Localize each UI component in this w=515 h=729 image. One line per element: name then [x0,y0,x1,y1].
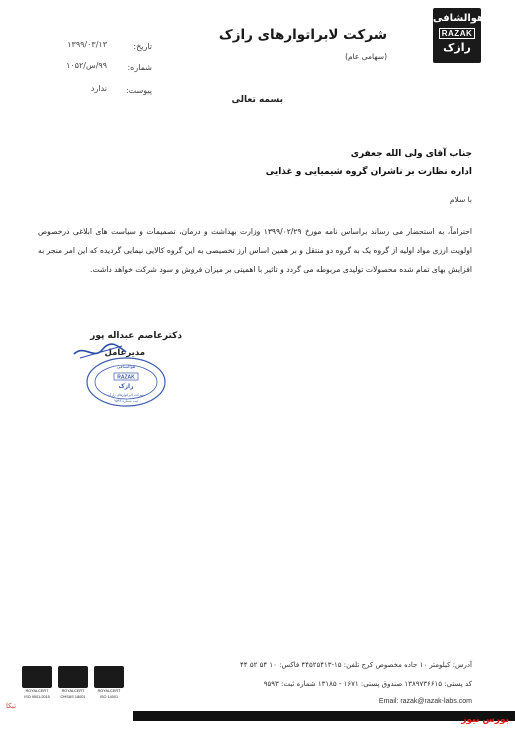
stamp-outer-text: شرکت لابراتوارهای رازک [108,393,144,397]
cert-standard: ISO 9001:2015 [24,695,50,699]
stamp-brand-fa: رازک [118,383,134,390]
letter-body [38,222,472,279]
basmala: بسمه تعالی [231,95,283,105]
signer-name: دکترعاصم عبداله پور [90,331,182,341]
recipient-name: جناب آقای ولی الله جعفری [350,149,472,159]
company-name: شرکت لابراتوارهای رازک [218,27,387,43]
attachment-value: ندارد [90,84,107,93]
cert-name: ROYALCERT [61,689,85,693]
logo-brand-latin: RAZAK [439,28,475,39]
signer-title: مدیرعامل [104,348,145,358]
footer-email[interactable]: Email: razak@razak-labs.com [378,698,472,705]
date-label: تاریخ: [133,42,152,51]
number-value: ۹۹/س/۱۰۵۲ [66,61,107,70]
footer-bar [133,711,515,721]
corner-watermark: تیکا [6,702,17,710]
stamp-reg-text: ثبت شماره ۹۵۹۳ [114,399,138,403]
letter-body-paragraph: احتراماً، به استحضار می رساند براساس نامه مورخ ۱۳۹۹/۰۲/۲۹ وزارت بهداشت و درمان، تصمیمات و سیاست های ابلاغی درخصوص اولویت ارزی مواد اولیه از گروه یک به گروه دو منتقل و بر همین اساس ارز تخصیصی به این گروه کالایی نیمایی گردیده که این امر منجر به افزایش بهای تمام شده محصولات تولیدی مربوطه می گردد و تاثیر با اهمیتی بر میزان فروش و سود شرکت خواهد داشت. [38,227,472,274]
recipient-department: اداره نظارت بر ناشران گروه شیمیایی و غذایی [265,167,472,177]
crown-icon [94,666,124,688]
cert-standard: OHSAS 18001 [60,695,86,699]
cert-badge [94,666,124,706]
company-stamp [85,356,167,408]
cert-badge [58,666,88,706]
company-logo [433,8,484,63]
cert-standard: ISO 14001 [99,695,119,699]
number-label: شماره: [127,63,152,72]
crown-icon [22,666,52,688]
watermark: بورس نیوز [461,715,509,725]
cert-name: ROYALCERT [25,689,49,693]
date-value: ۱۳۹۹/۰۳/۱۳ [67,40,107,49]
stamp-top-text: هوالشافی [116,365,136,370]
cert-name: ROYALCERT [97,689,121,693]
company-type: (سهامی عام) [345,52,387,61]
crown-icon [58,666,88,688]
logo-brand-fa: رازک [443,41,471,54]
footer-address: آدرس: کیلومتر ۱۰ جاده مخصوص کرج تلفن: ۱۵-۴۴۵۲۵۴۱۳ فاکس: ۱۰ ۵۴ ۵۲ ۴۴ [240,661,472,669]
stamp-brand-latin: RAZAK [117,374,135,381]
attachment-label: پیوست: [125,86,152,95]
greeting: با سلام [449,195,472,204]
logo-top-text: هوالشافی [433,13,484,24]
footer-postal: کد پستی: ۱۳۸۹۷۳۶۶۱۵ صندوق پستی: ۱۶۷۱ - ۱۳۱۸۵ شماره ثبت: ۹۵۹۳ [263,680,472,688]
cert-badge [22,666,52,706]
